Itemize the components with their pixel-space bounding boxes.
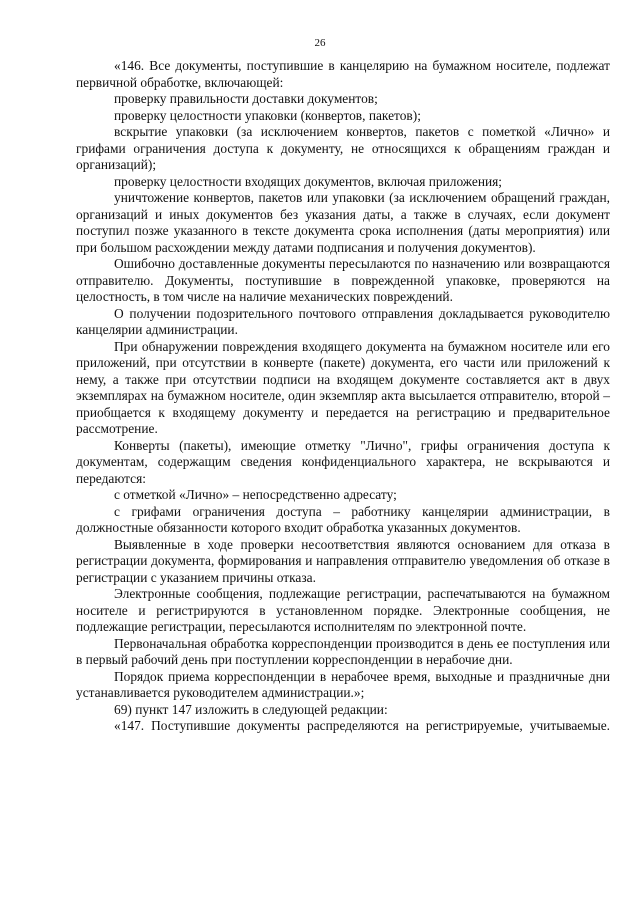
paragraph-misdelivered: Ошибочно доставленные документы пересылаются по назначению или возвращаются отправителю. Документы, поступившие в поврежденной упаковке, проверяются на целостность, в том числе на наличие механических повреждений. <box>76 256 610 304</box>
paragraph-personal-envelopes: Конверты (пакеты), имеющие отметку "Лично", грифы ограничения доступа к документам, содержащим сведения конфиденциального характера, не вскрываются и передаются: <box>76 437 610 486</box>
paragraph-147: «147. Поступившие документы распределяются на регистрируемые, учитываемые. <box>114 718 610 733</box>
paragraph-check-delivery: проверку правильности доставки документов; <box>114 91 378 106</box>
paragraph-electronic-messages: Электронные сообщения, подлежащие регистрации, распечатываются на бумажном носителе и регистрируются в установленном порядке. Электронные сообщения, не подлежащие регистрации, пересылаются исполнителям по электронной почте. <box>76 586 610 634</box>
paragraph-damage-act: При обнаружении повреждения входящего документа на бумажном носителе или его приложений, при отсутствии в конверте (пакете) документа, его части или приложений к нему, а также при отсутствии подписи на входящем документе составляется акт в двух экземплярах на бумажном носителе, один экземпляр акта высылается отправителю, второй – приобщается к входящему документу и передается на регистрацию и предварительное рассмотрение. <box>76 338 610 436</box>
page-number: 26 <box>314 37 326 49</box>
paragraph-146-intro: «146. Все документы, поступившие в канцелярию на бумажном носителе, подлежат первичной обработке, включающей: <box>76 58 610 90</box>
paragraph-suspicious-mail: О получении подозрительного почтового отправления докладывается руководителю канцелярии администрации. <box>76 305 610 337</box>
paragraph-restricted-access: с грифами ограничения доступа – работнику канцелярии администрации, в должностные обязанности которого входит обработка указанных документов. <box>76 503 610 535</box>
paragraph-nonworking-days: Порядок приема корреспонденции в нерабочее время, выходные и праздничные дни устанавливается руководителем администрации.»; <box>76 668 610 700</box>
paragraph-item-69: 69) пункт 147 изложить в следующей редакции: <box>114 701 388 717</box>
paragraph-opening-packaging: вскрытие упаковки (за исключением конвертов, пакетов с пометкой «Лично» и грифами ограничения доступа к документу, не относящихся к обращениям граждан и организаций); <box>76 124 610 172</box>
paragraph-initial-processing: Первоначальная обработка корреспонденции производится в день ее поступления или в первый рабочий день при поступлении корреспонденции в нерабочие дни. <box>76 635 610 667</box>
paragraph-discrepancies: Выявленные в ходе проверки несоответствия являются основанием для отказа в регистрации документа, формирования и направления отправителю уведомления об отказе в регистрации с указанием причины отказа. <box>76 536 610 585</box>
paragraph-personal-mark: с отметкой «Лично» – непосредственно адресату; <box>114 487 397 502</box>
paragraph-check-packaging: проверку целостности упаковки (конвертов, пакетов); <box>114 107 421 123</box>
paragraph-destroy-envelopes: уничтожение конвертов, пакетов или упаковки (за исключением обращений граждан, организаций и иных документов без указания даты, а также в случаях, если документ поступил позже указанного в тексте документа срока исполнения (даты мероприятия) или при большом расхождении между датами подписания и получения документов). <box>76 190 610 255</box>
document-body <box>76 58 610 735</box>
paragraph-check-integrity: проверку целостности входящих документов, включая приложения; <box>114 173 503 189</box>
